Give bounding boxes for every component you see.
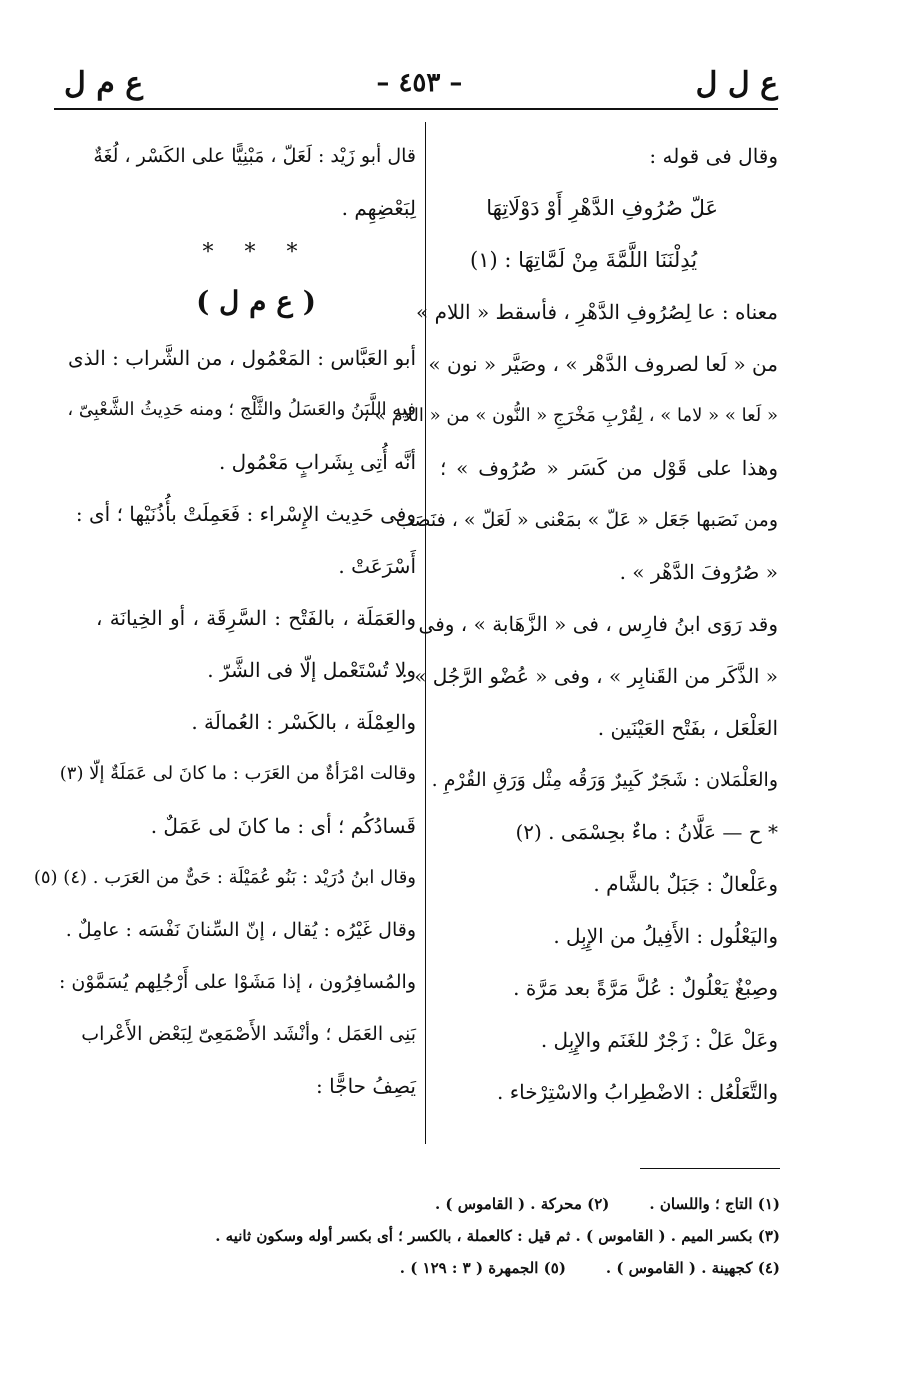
footnote: (١) التاج ؛ واللسان . bbox=[649, 1195, 780, 1213]
text-line: وصِبْغٌ يَعْلُولٌ : عُلَّ مَرَّةً بعد مَرَّة . bbox=[513, 976, 778, 1000]
text-line: من « لَعا لصروف الدَّهْر » ، وصَيَّر « نون » bbox=[428, 352, 778, 376]
text-line: « الذَّكَر من القَنابِر » ، وفى « عُضْو الرَّجُل » : bbox=[401, 664, 778, 688]
footnote-row bbox=[260, 1252, 780, 1284]
text-line: أنَّه أُتِى بِشَرابٍ مَعْمُول . bbox=[218, 450, 416, 474]
text-line: والعَلْمَلان : شَجَرٌ كَبِيرٌ وَرَقُه مِثْل وَرَقِ القُرْمِ . bbox=[431, 769, 778, 791]
text-line: فيه اللَّبَنُ والعَسَلُ والثَّلْج ؛ ومنه حَدِيثُ الشَّعْبِىّ ، bbox=[67, 399, 416, 420]
text-line: العَلْعَل ، بفَتْح العَيْنَين . bbox=[597, 716, 778, 740]
verse-line: يُدِلْنَنَا اللَّمَّةَ مِنْ لَمَّاتِهَا : (١) bbox=[470, 248, 698, 272]
text-line: ولا تُسْتَعْمل إلّا فى الشَّرّ . bbox=[207, 658, 416, 682]
text-line: وعَلْعالٌ : جَبَلٌ بالشَّام . bbox=[593, 872, 778, 896]
footnote-row bbox=[260, 1188, 780, 1220]
text-line: أَسْرَعَتْ . bbox=[338, 554, 416, 578]
text-line: أبو العَبَّاس : المَعْمُول ، من الشَّراب : الذى bbox=[67, 346, 416, 370]
text-line: والعِمْلَة ، بالكَسْر : العُمالَة . bbox=[191, 710, 416, 734]
text-line: والعَمَلَة ، بالفَتْح : السَّرِقَة ، أو الخِيانَة ، bbox=[96, 606, 416, 630]
footnote: (٢) محركة . ( القاموس ) . bbox=[434, 1195, 610, 1213]
text-line: « صُرُوفَ الدَّهْر » . bbox=[619, 560, 778, 584]
verse-line: عَلّ صُرُوفِ الدَّهْرِ أَوْ دَوْلَاتِهَا bbox=[486, 196, 718, 220]
text-line: وقال غَيْرُه : يُقال ، إنّ السِّنانَ نَفْسَه : عامِلٌ . bbox=[65, 919, 416, 941]
text-line: والمُسافِرُون ، إذا مَشَوْا على أَرْجُلِهم يُسَمَّوْن : bbox=[58, 971, 416, 993]
text-line: وقال فى قوله : bbox=[649, 144, 778, 168]
text-line: وقد رَوَى ابنُ فارِس ، فى « الزَّهَابة » ، وفى bbox=[418, 612, 778, 636]
text-line: * ح — عَلَّانُ : ماءٌ بحِسْمَى . (٢) bbox=[515, 820, 778, 844]
text-line: « لَعا » « لاما » ، لِقُرْبِ مَخْرَجِ « النُّون » من « اللام » ، bbox=[363, 405, 778, 426]
text-line: لِبَعْضِهِم . bbox=[341, 196, 416, 220]
footnote: (٤) كجهينة . ( القاموس ) . bbox=[605, 1259, 780, 1277]
text-line: وفى حَدِيث الإِسْراء : فَعَمِلَتْ بأُذُنَيْها ؛ أى : bbox=[75, 502, 416, 526]
text-line: وهذا على قَوْل من كَسَر « صُرُوف » ؛ bbox=[440, 456, 778, 480]
footnotes bbox=[215, 1188, 780, 1284]
section-separator: * * * bbox=[202, 240, 310, 265]
text-line: قال أبو زَيْد : لَعَلّ ، مَبْنِيًّا على الكَسْر ، لُغَةٌ bbox=[93, 145, 416, 167]
text-line: والتَّعَلْعُل : الاضْطِرابُ والاسْتِرْخاء . bbox=[496, 1080, 778, 1104]
text-line: بَنِى العَمَل ؛ وأنْشَد الأَصْمَعِىّ لِبَعْض الأَعْراب bbox=[81, 1023, 416, 1045]
text-line: يَصِفُ حاجًّا : bbox=[316, 1074, 416, 1098]
header-rule bbox=[54, 108, 778, 110]
header-left-root: ع م ل bbox=[64, 65, 144, 101]
text-line: واليَعْلُول : الأَفِيلُ من الإِبِل . bbox=[553, 924, 778, 948]
page-header bbox=[64, 58, 778, 108]
left-column bbox=[33, 130, 416, 1112]
text-line: وقالت امْرَأةٌ من العَرَب : ما كانَ لى عَمَلَةٌ إلّا (٣) bbox=[59, 763, 416, 784]
header-right-root: ع ل ل bbox=[695, 65, 778, 101]
text-line: ومن نَصَبها جَعَل « عَلّ » بمَعْنى « لَعَلّ » ، فنَصَب bbox=[395, 509, 778, 531]
text-line: قَسادُكُم ؛ أى : ما كانَ لى عَمَلٌ . bbox=[150, 814, 416, 838]
text-line: وعَلْ عَلْ : زَجْرٌ للغَنَم والإِبِل . bbox=[540, 1028, 778, 1052]
footnote-row bbox=[215, 1220, 780, 1252]
entry-heading: ( ع م ل ) bbox=[196, 285, 316, 318]
text-line: معناه : عا لِصُرُوفِ الدَّهْرِ ، فأسقط « اللام » bbox=[416, 300, 778, 324]
footnote: (٥) الجمهرة ( ٣ : ١٢٩ ) . bbox=[399, 1259, 566, 1277]
footnote: (٣) بكسر الميم . ( القاموس ) . ثم قيل : كالعملة ، بالكسر ؛ أى بكسر أوله وسكون ثانيه . bbox=[215, 1227, 780, 1245]
text-line: وقال ابنُ دُرَيْد : بَنُو عُمَيْلَة : حَىٌّ من العَرَب . (٤) (٥) bbox=[33, 867, 416, 888]
page-number: – ٤٥٣ – bbox=[376, 68, 463, 98]
footnote-rule bbox=[640, 1168, 780, 1169]
